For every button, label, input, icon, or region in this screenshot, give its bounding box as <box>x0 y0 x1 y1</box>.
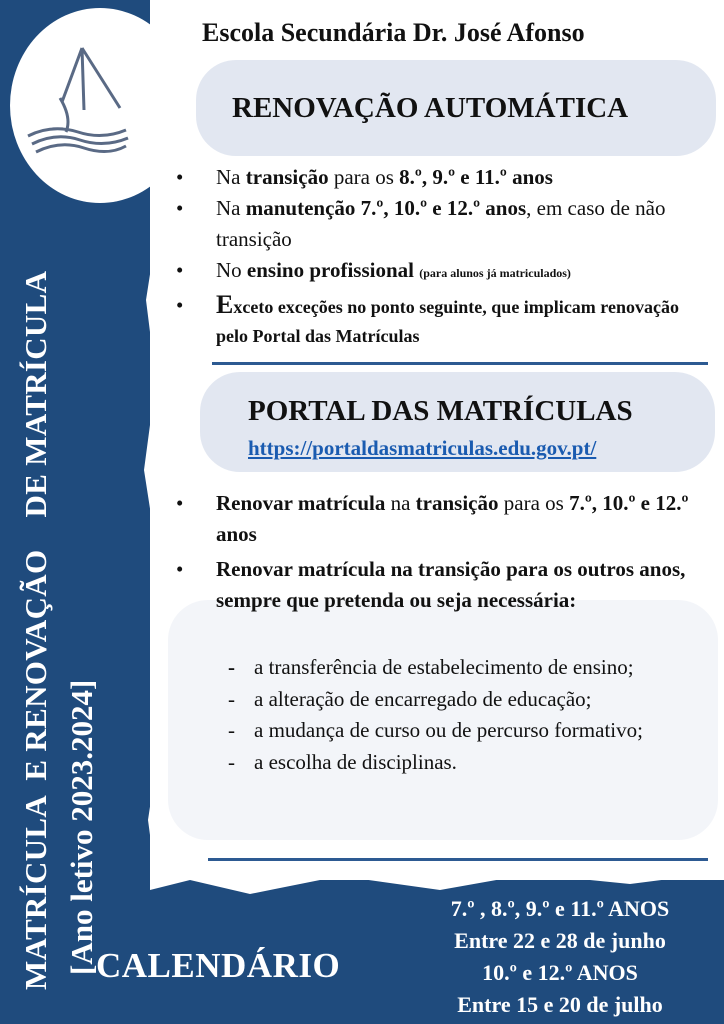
calendar-lines <box>400 893 720 1021</box>
vertical-title: MATRÍCULA E RENOVAÇÃO DE MATRÍCULA <box>18 270 53 990</box>
bullet-icon: • <box>176 165 184 189</box>
dash-icon: - <box>228 718 235 742</box>
bullet-icon: • <box>176 491 184 515</box>
list-item: • Na transição para os 8.º, 9.º e 11.º anos <box>176 162 706 193</box>
bullet-icon: • <box>176 293 184 317</box>
list-item: • No ensino profissional (para alunos já matriculados) <box>176 255 706 289</box>
calendar-line: 7.º , 8.º, 9.º e 11.º ANOS <box>450 896 670 921</box>
section-divider <box>212 362 708 365</box>
list-item: - a alteração de encarregado de educação; <box>228 684 698 716</box>
calendar-title: CALENDÁRIO <box>96 946 341 985</box>
heading-portal-matriculas: PORTAL DAS MATRÍCULAS <box>248 395 633 427</box>
list-item: - a transferência de estabelecimento de ensino; <box>228 652 698 684</box>
renovacao-list <box>176 162 706 350</box>
list-item: • Na manutenção 7.º, 10.º e 12.º anos, em caso de não transição <box>176 193 706 255</box>
list-item: - a mudança de curso ou de percurso formativo; <box>228 715 698 747</box>
school-logo-icon <box>22 40 132 160</box>
list-item: • Renovar matrícula na transição para os 7.º, 10.º e 12.º anos <box>176 488 716 550</box>
dash-icon: - <box>228 655 235 679</box>
bullet-icon: • <box>176 557 184 581</box>
list-item: • Renovar matrícula na transição para os outros anos, sempre que pretenda ou seja necessária: <box>176 554 716 616</box>
school-name: Escola Secundária Dr. José Afonso <box>202 18 585 47</box>
dash-icon: - <box>228 686 235 711</box>
calendar-line: Entre 15 e 20 de julho <box>457 992 663 1017</box>
portal-url-link[interactable]: https://portaldasmatriculas.edu.gov.pt/ <box>248 436 597 460</box>
list-item: • Exceto exceções no ponto seguinte, que implicam renovação pelo Portal das Matrículas <box>176 290 679 346</box>
list-item: - a escolha de disciplinas. <box>228 747 698 779</box>
bullet-icon: • <box>176 258 184 282</box>
portal-list <box>176 488 716 616</box>
portal-sub-list <box>228 652 698 778</box>
section-divider <box>208 858 708 861</box>
heading-renovacao-automatica: RENOVAÇÃO AUTOMÁTICA <box>232 92 629 124</box>
bullet-icon: • <box>176 196 184 220</box>
calendar-line: Entre 22 e 28 de junho <box>454 928 666 953</box>
vertical-subtitle: [Ano letivo 2023.2024] <box>64 679 99 975</box>
calendar-line: 10.º e 12.º ANOS <box>482 960 638 985</box>
dash-icon: - <box>228 749 235 774</box>
